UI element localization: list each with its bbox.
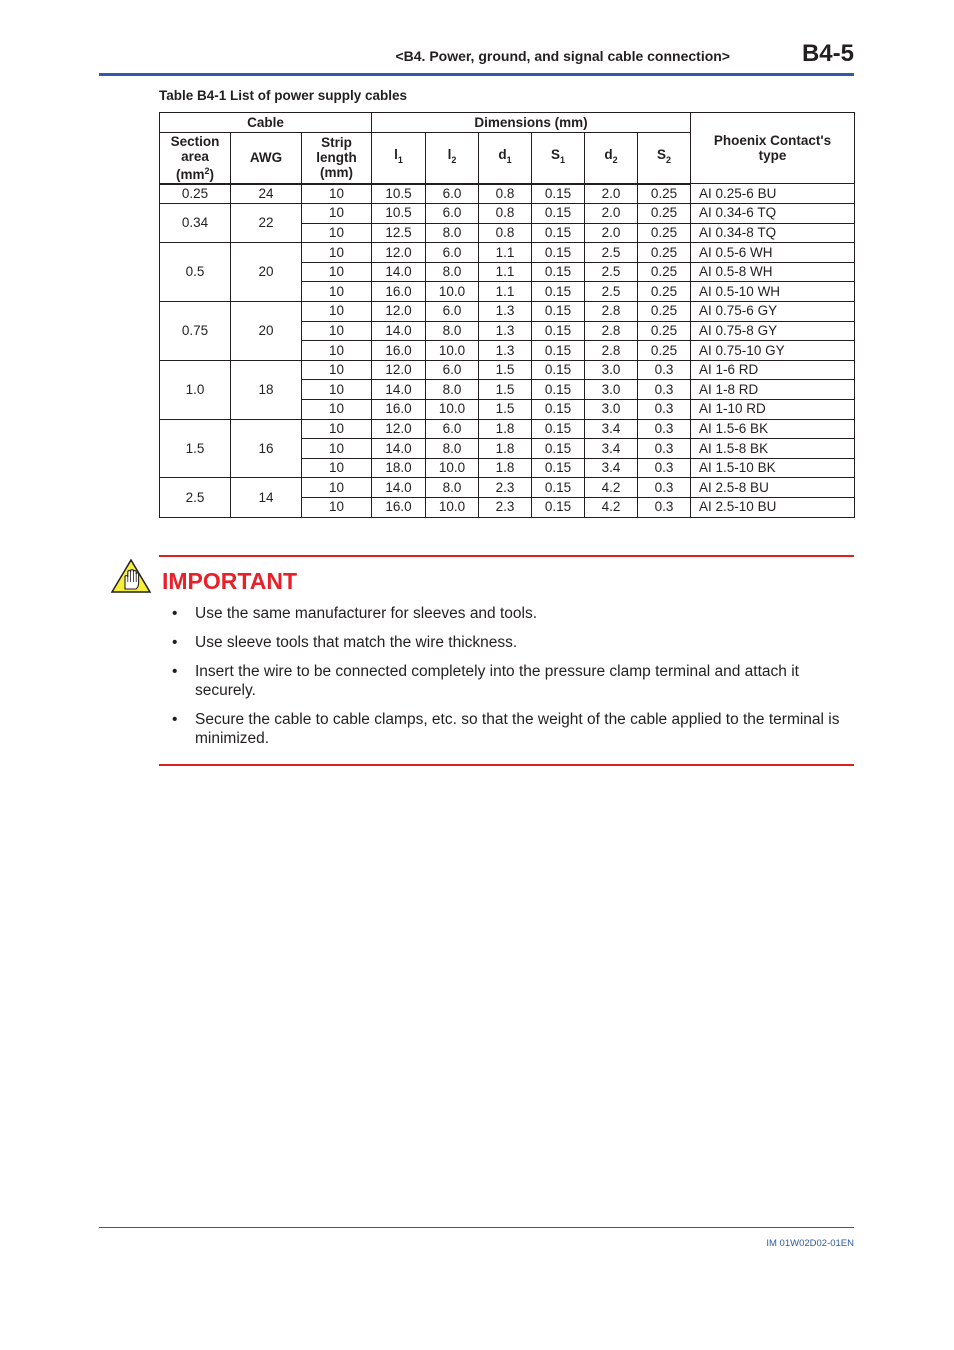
table-caption: Table B4-1 List of power supply cables [159,88,408,103]
cell-d2: 2.0 [585,204,638,224]
table-row [160,243,855,263]
cell-d1: 1.3 [479,341,532,361]
cell-section-area: 0.75 [160,302,231,361]
cell-strip: 10 [302,360,372,380]
footer-divider [99,1227,854,1228]
cell-type: AI 0.5-8 WH [691,262,855,282]
cell-l2: 8.0 [426,223,479,243]
cell-type: AI 1.5-8 BK [691,439,855,459]
cell-s1: 0.15 [532,498,585,518]
cell-l1: 16.0 [372,282,426,302]
cell-s2: 0.25 [638,223,691,243]
cell-l1: 14.0 [372,478,426,498]
cell-awg: 14 [231,478,302,517]
cell-section-area: 0.34 [160,204,231,243]
cell-type: AI 1.5-6 BK [691,419,855,439]
cell-d1: 2.3 [479,478,532,498]
cell-s1: 0.15 [532,282,585,302]
cell-strip: 10 [302,498,372,518]
cell-type: AI 0.75-8 GY [691,321,855,341]
important-item: • Use sleeve tools that match the wire thickness. [172,634,518,651]
important-item: • Insert the wire to be connected completely into the pressure clamp terminal and attach it securely. [172,663,799,699]
cell-s2: 0.3 [638,458,691,478]
cell-s1: 0.15 [532,204,585,224]
cell-section-area: 2.5 [160,478,231,517]
cell-s1: 0.15 [532,400,585,420]
cell-strip: 10 [302,302,372,322]
cell-d1: 2.3 [479,498,532,518]
header-d1: $d_1$ [479,133,532,184]
cell-type: AI 0.75-6 GY [691,302,855,322]
cell-d2: 2.8 [585,341,638,361]
cell-type: AI 2.5-10 BU [691,498,855,518]
cell-d2: 4.2 [585,498,638,518]
cell-strip: 10 [302,380,372,400]
header-l2: $l_2$ [426,133,479,184]
cell-d1: 0.8 [479,184,532,204]
cell-awg: 22 [231,204,302,243]
cell-section-area: 0.5 [160,243,231,302]
header-section-area-label: Section area [170,133,220,164]
cell-d1: 0.8 [479,223,532,243]
cell-awg: 16 [231,419,302,478]
cell-l2: 6.0 [426,360,479,380]
cell-l1: 14.0 [372,321,426,341]
cell-l1: 14.0 [372,439,426,459]
cell-d1: 1.5 [479,380,532,400]
cell-strip: 10 [302,184,372,204]
header-s1: $S_1$ [532,133,585,184]
header-type-label: Phoenix Contact's type [713,133,832,163]
cell-section-area: 1.0 [160,360,231,419]
cell-strip: 10 [302,478,372,498]
cell-type: AI 0.34-8 TQ [691,223,855,243]
header-s2: $S_2$ [638,133,691,184]
header-cable-group: Cable [160,113,372,133]
cell-awg: 20 [231,302,302,361]
header-section-area-unit: $(mm^2)$ [175,165,215,182]
cell-l1: 12.5 [372,223,426,243]
cell-l2: 10.0 [426,282,479,302]
cell-l2: 6.0 [426,419,479,439]
cell-d1: 1.1 [479,243,532,263]
cell-s2: 0.3 [638,360,691,380]
cell-d2: 3.0 [585,400,638,420]
cell-l2: 8.0 [426,478,479,498]
header-d2: $d_2$ [585,133,638,184]
header-dimensions-group: Dimensions (mm) [372,113,691,133]
cell-s1: 0.15 [532,262,585,282]
cell-s1: 0.15 [532,223,585,243]
cell-s2: 0.25 [638,341,691,361]
cell-strip: 10 [302,262,372,282]
hand-warning-icon [110,558,152,594]
cell-l1: 12.0 [372,360,426,380]
cell-d2: 4.2 [585,478,638,498]
important-item: • Secure the cable to cable clamps, etc. so that the weight of the cable applied to the terminal is minimized. [172,711,840,747]
cell-strip: 10 [302,282,372,302]
cell-type: AI 0.5-10 WH [691,282,855,302]
cell-strip: 10 [302,458,372,478]
document-number: IM 01W02D02-01EN [766,1238,854,1249]
cell-s2: 0.3 [638,400,691,420]
table-row [160,478,855,498]
cell-l2: 10.0 [426,458,479,478]
cell-l1: 16.0 [372,400,426,420]
cell-l2: 6.0 [426,302,479,322]
cell-l2: 6.0 [426,184,479,204]
cell-d2: 3.0 [585,380,638,400]
cell-s1: 0.15 [532,419,585,439]
page-number: B4-5 [801,40,854,67]
cell-d2: 3.4 [585,439,638,459]
cell-section-area: 1.5 [160,419,231,478]
header-strip-length [302,133,372,184]
header-strip-length-label: Strip length [316,135,357,166]
cell-s2: 0.25 [638,262,691,282]
cell-s2: 0.3 [638,478,691,498]
cell-type: AI 1.5-10 BK [691,458,855,478]
cell-d2: 2.0 [585,184,638,204]
table-row [160,184,855,204]
bullet-glyph: • [172,711,178,728]
cell-type: AI 1-6 RD [691,360,855,380]
power-supply-cable-table [159,112,855,518]
cell-s2: 0.25 [638,302,691,322]
cell-section-area: 0.25 [160,184,231,204]
cell-l2: 10.0 [426,341,479,361]
cell-strip: 10 [302,204,372,224]
cell-d2: 2.8 [585,321,638,341]
table-row [160,419,855,439]
cell-l1: 14.0 [372,380,426,400]
important-item: • Use the same manufacturer for sleeves and tools. [172,605,538,622]
table-row [160,360,855,380]
cell-l2: 6.0 [426,204,479,224]
cell-d2: 2.8 [585,302,638,322]
cell-s1: 0.15 [532,360,585,380]
cell-d1: 1.3 [479,302,532,322]
cell-s2: 0.25 [638,282,691,302]
cell-s2: 0.25 [638,243,691,263]
cell-type: AI 0.5-6 WH [691,243,855,263]
cell-l1: 12.0 [372,243,426,263]
cell-d1: 1.1 [479,262,532,282]
cell-d2: 3.0 [585,360,638,380]
cell-d1: 1.5 [479,360,532,380]
bullet-glyph: • [172,634,178,651]
cell-type: AI 0.34-6 TQ [691,204,855,224]
section-title: <B4. Power, ground, and signal cable connection> [395,48,730,64]
cell-awg: 20 [231,243,302,302]
cell-s1: 0.15 [532,341,585,361]
cell-l1: 12.0 [372,302,426,322]
cell-l2: 8.0 [426,380,479,400]
table-row [160,302,855,322]
cell-s1: 0.15 [532,458,585,478]
cell-l1: 12.0 [372,419,426,439]
cell-l1: 16.0 [372,498,426,518]
important-heading: IMPORTANT [162,568,298,594]
table-row [160,204,855,224]
cell-s2: 0.3 [638,439,691,459]
header-divider [99,73,854,76]
cell-s1: 0.15 [532,243,585,263]
cell-s1: 0.15 [532,184,585,204]
cell-l2: 8.0 [426,321,479,341]
header-type [691,113,855,184]
cell-l2: 8.0 [426,439,479,459]
header-awg: AWG [231,133,302,184]
cell-strip: 10 [302,419,372,439]
cell-s2: 0.25 [638,321,691,341]
cell-s1: 0.15 [532,302,585,322]
cell-d2: 3.4 [585,458,638,478]
cell-d1: 1.5 [479,400,532,420]
cell-s1: 0.15 [532,439,585,459]
cell-d1: 1.8 [479,458,532,478]
cell-strip: 10 [302,243,372,263]
header-section-area [160,133,231,184]
important-list [172,604,854,758]
cell-l1: 14.0 [372,262,426,282]
important-bottom-rule [159,764,854,766]
cell-d2: 2.0 [585,223,638,243]
cell-strip: 10 [302,400,372,420]
cell-type: AI 0.25-6 BU [691,184,855,204]
cell-l1: 10.5 [372,184,426,204]
cell-type: AI 0.75-10 GY [691,341,855,361]
cell-s1: 0.15 [532,478,585,498]
cell-l1: 18.0 [372,458,426,478]
cell-strip: 10 [302,439,372,459]
cell-awg: 24 [231,184,302,204]
cell-d1: 0.8 [479,204,532,224]
cell-d1: 1.1 [479,282,532,302]
cell-awg: 18 [231,360,302,419]
cell-s2: 0.3 [638,419,691,439]
header-l1: $l_1$ [372,133,426,184]
cell-d2: 2.5 [585,243,638,263]
cell-strip: 10 [302,223,372,243]
cell-l2: 8.0 [426,262,479,282]
cell-strip: 10 [302,341,372,361]
cell-d2: 3.4 [585,419,638,439]
cell-d1: 1.3 [479,321,532,341]
cell-l2: 10.0 [426,400,479,420]
cell-d2: 2.5 [585,262,638,282]
cell-d2: 2.5 [585,282,638,302]
cell-l1: 16.0 [372,341,426,361]
cell-type: AI 1-10 RD [691,400,855,420]
important-top-rule [159,555,854,557]
bullet-glyph: • [172,663,178,680]
cell-s2: 0.3 [638,380,691,400]
cell-l2: 10.0 [426,498,479,518]
cell-d1: 1.8 [479,439,532,459]
header-strip-length-unit: (mm) [320,165,354,181]
cell-strip: 10 [302,321,372,341]
cell-s1: 0.15 [532,321,585,341]
cell-s1: 0.15 [532,380,585,400]
cell-s2: 0.25 [638,204,691,224]
cell-d1: 1.8 [479,419,532,439]
cell-l2: 6.0 [426,243,479,263]
table-body [160,184,855,518]
cell-type: AI 1-8 RD [691,380,855,400]
cell-s2: 0.25 [638,184,691,204]
cell-l1: 10.5 [372,204,426,224]
bullet-glyph: • [172,605,178,622]
cell-s2: 0.3 [638,498,691,518]
cell-type: AI 2.5-8 BU [691,478,855,498]
